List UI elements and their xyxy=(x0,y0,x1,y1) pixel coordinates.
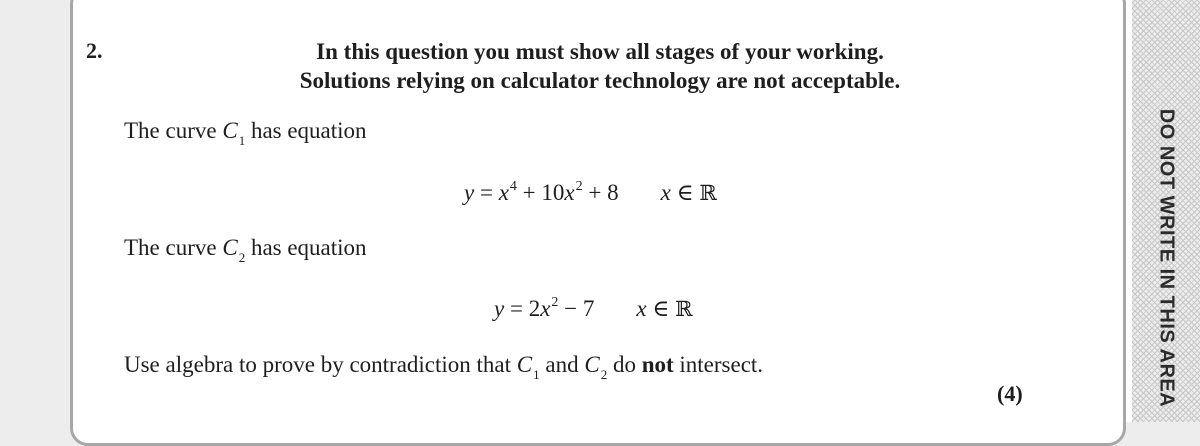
eq-equals: = xyxy=(474,180,499,205)
curve1-intro xyxy=(124,118,367,148)
eq-element-of: ∈ xyxy=(670,180,700,205)
task-text: and xyxy=(539,352,585,377)
eq-lhs: y xyxy=(494,296,505,321)
task-statement xyxy=(124,352,764,382)
eq-domain-var: x xyxy=(636,296,647,321)
eq-coefficient: + 10 xyxy=(516,180,565,205)
intro-text: The curve xyxy=(124,235,223,260)
eq-term-base: x xyxy=(564,180,575,205)
curve-name: C xyxy=(222,118,238,143)
eq-lhs: y xyxy=(464,180,475,205)
curve-name: C xyxy=(516,352,533,377)
curve-name: C xyxy=(584,352,600,377)
intro-text-end: has equation xyxy=(245,235,367,260)
margin-warning: DO NOT WRITE IN THIS AREA xyxy=(1155,108,1178,408)
eq-term-base: x xyxy=(498,180,509,205)
curve2-equation xyxy=(494,296,693,322)
curve-subscript: 2 xyxy=(238,250,246,265)
eq-element-of: ∈ xyxy=(646,296,676,321)
curve1-equation xyxy=(464,180,717,206)
emphasis-not: not xyxy=(641,352,674,377)
task-text: do xyxy=(607,352,642,377)
marks-label: (4) xyxy=(997,381,1023,406)
task-text: intersect. xyxy=(673,352,764,377)
eq-exponent: 2 xyxy=(575,179,583,194)
intro-text: The curve xyxy=(124,118,223,143)
curve-name: C xyxy=(222,235,238,260)
eq-term-base: x xyxy=(540,296,551,321)
task-text: Use algebra to prove by contradiction that xyxy=(124,352,517,377)
real-numbers-symbol: ℝ xyxy=(675,297,693,321)
question-number: 2. xyxy=(86,38,103,63)
curve-subscript: 1 xyxy=(238,133,246,148)
eq-coefficient: 2 xyxy=(528,296,541,321)
eq-exponent: 4 xyxy=(509,179,517,194)
instruction-line-2: Solutions relying on calculator technology are not acceptable. xyxy=(299,68,901,93)
curve-subscript: 1 xyxy=(533,367,540,382)
question-instructions xyxy=(200,37,1000,95)
intro-text-end: has equation xyxy=(245,118,367,143)
eq-equals: = xyxy=(504,296,529,321)
eq-constant: + 8 xyxy=(582,180,619,205)
eq-exponent: 2 xyxy=(551,295,559,310)
curve2-intro xyxy=(124,235,367,265)
eq-constant: − 7 xyxy=(558,296,595,321)
curve-subscript: 2 xyxy=(600,367,608,382)
real-numbers-symbol: ℝ xyxy=(699,181,717,205)
eq-domain-var: x xyxy=(660,180,671,205)
instruction-line-1: In this question you must show all stages of your working. xyxy=(316,39,884,64)
